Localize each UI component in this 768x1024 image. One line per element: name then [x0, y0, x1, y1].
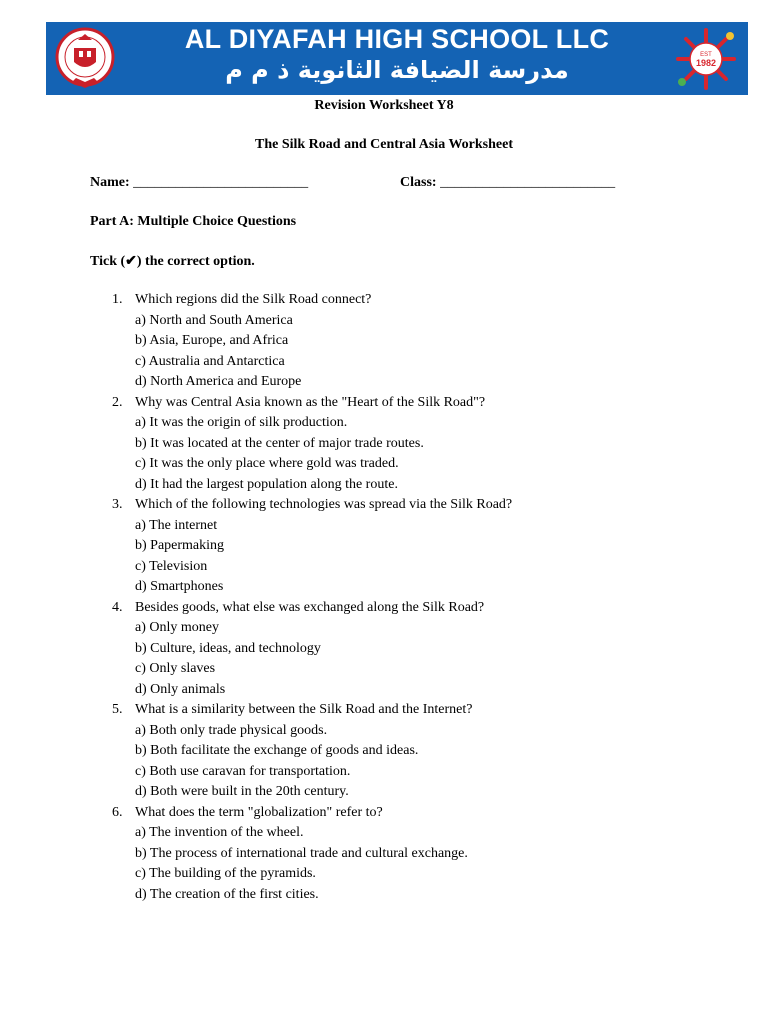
- question-row: [0, 700, 768, 721]
- answer-option[interactable]: [0, 885, 768, 906]
- option-text: c) The building of the pyramids.: [135, 866, 316, 881]
- question-text: What is a similarity between the Silk Road and the Internet?: [135, 702, 473, 717]
- answer-option[interactable]: [0, 741, 768, 762]
- answer-option[interactable]: [0, 864, 768, 885]
- question-text: What does the term "globalization" refer to?: [135, 804, 383, 820]
- question-item: [0, 495, 768, 598]
- est-year: 1982: [695, 58, 717, 68]
- answer-option[interactable]: [0, 311, 768, 332]
- option-text: a) Both only trade physical goods.: [135, 722, 328, 738]
- question-number: 6.: [112, 804, 123, 820]
- question-text: Which regions did the Silk Road connect?: [135, 292, 372, 307]
- answer-option[interactable]: [0, 352, 768, 373]
- est-label: EST: [700, 52, 712, 58]
- school-name-arabic: مدرسة الضيافة الثانوية ذ م م: [225, 56, 569, 84]
- question-text: Besides goods, what else was exchanged along the Silk Road?: [135, 599, 485, 615]
- class-label: Class:: [400, 175, 437, 190]
- question-number: 2.: [112, 394, 123, 410]
- answer-option[interactable]: [0, 639, 768, 660]
- answer-option[interactable]: [0, 516, 768, 537]
- question-number: 4.: [112, 599, 123, 615]
- option-text: b) Asia, Europe, and Africa: [135, 333, 289, 348]
- instruction-text: Tick (✔) the correct option.: [90, 254, 255, 269]
- school-header-banner: [46, 22, 748, 95]
- option-text: a) The internet: [135, 517, 218, 533]
- answer-option[interactable]: [0, 721, 768, 742]
- class-field[interactable]: [400, 175, 615, 191]
- worksheet-title: Revision Worksheet Y8: [314, 98, 454, 113]
- option-text: b) Papermaking: [135, 538, 225, 553]
- answer-option[interactable]: [0, 618, 768, 639]
- option-text: a) It was the origin of silk production.: [135, 415, 348, 430]
- question-list: [0, 290, 768, 905]
- option-text: b) Culture, ideas, and technology: [135, 640, 321, 656]
- answer-option[interactable]: [0, 372, 768, 393]
- answer-option[interactable]: [0, 659, 768, 680]
- answer-option[interactable]: [0, 680, 768, 701]
- name-blank-line[interactable]: _________________________: [133, 175, 309, 190]
- option-text: c) It was the only place where gold was traded.: [135, 456, 399, 471]
- question-item: [0, 700, 768, 803]
- option-text: c) Both use caravan for transportation.: [135, 763, 351, 779]
- option-text: d) North America and Europe: [135, 374, 302, 389]
- answer-option[interactable]: [0, 782, 768, 803]
- answer-option[interactable]: [0, 823, 768, 844]
- question-item: [0, 393, 768, 496]
- part-a-heading: Part A: Multiple Choice Questions: [90, 214, 297, 229]
- option-text: a) North and South America: [135, 312, 293, 328]
- answer-option[interactable]: [0, 577, 768, 598]
- answer-option[interactable]: [0, 434, 768, 455]
- name-field[interactable]: [90, 175, 308, 191]
- option-text: c) Television: [135, 558, 208, 574]
- question-number: 5.: [112, 702, 123, 717]
- class-blank-line[interactable]: _________________________: [440, 175, 616, 190]
- option-text: d) Only animals: [135, 681, 226, 697]
- question-item: [0, 803, 768, 906]
- question-row: [0, 393, 768, 414]
- question-number: 3.: [112, 497, 123, 512]
- answer-option[interactable]: [0, 557, 768, 578]
- option-text: d) It had the largest population along the route.: [135, 476, 398, 492]
- option-text: d) The creation of the first cities.: [135, 886, 319, 902]
- option-text: b) The process of international trade and cultural exchange.: [135, 845, 468, 861]
- answer-option[interactable]: [0, 331, 768, 352]
- answer-option[interactable]: [0, 844, 768, 865]
- option-text: d) Both were built in the 20th century.: [135, 784, 349, 799]
- question-row: [0, 598, 768, 619]
- school-crest-logo: [54, 26, 116, 92]
- answer-option[interactable]: [0, 475, 768, 496]
- question-item: [0, 290, 768, 393]
- answer-option[interactable]: [0, 413, 768, 434]
- option-text: a) The invention of the wheel.: [135, 825, 304, 840]
- est-1982-emblem: [670, 24, 742, 94]
- option-text: c) Only slaves: [135, 661, 216, 676]
- question-item: [0, 598, 768, 701]
- option-text: a) Only money: [135, 620, 219, 635]
- option-text: b) Both facilitate the exchange of goods and ideas.: [135, 743, 419, 758]
- answer-option[interactable]: [0, 762, 768, 783]
- name-label: Name:: [90, 175, 130, 190]
- question-row: [0, 803, 768, 824]
- question-text: Why was Central Asia known as the "Heart of the Silk Road"?: [135, 394, 486, 410]
- worksheet-subtitle: The Silk Road and Central Asia Worksheet: [254, 137, 513, 152]
- option-text: c) Australia and Antarctica: [135, 353, 285, 369]
- question-row: [0, 290, 768, 311]
- question-text: Which of the following technologies was spread via the Silk Road?: [135, 497, 513, 512]
- answer-option[interactable]: [0, 536, 768, 557]
- question-row: [0, 495, 768, 516]
- answer-option[interactable]: [0, 454, 768, 475]
- question-number: 1.: [112, 292, 123, 307]
- option-text: d) Smartphones: [135, 579, 224, 594]
- option-text: b) It was located at the center of major trade routes.: [135, 435, 424, 451]
- school-name-english: AL DIYAFAH HIGH SCHOOL LLC: [184, 24, 610, 54]
